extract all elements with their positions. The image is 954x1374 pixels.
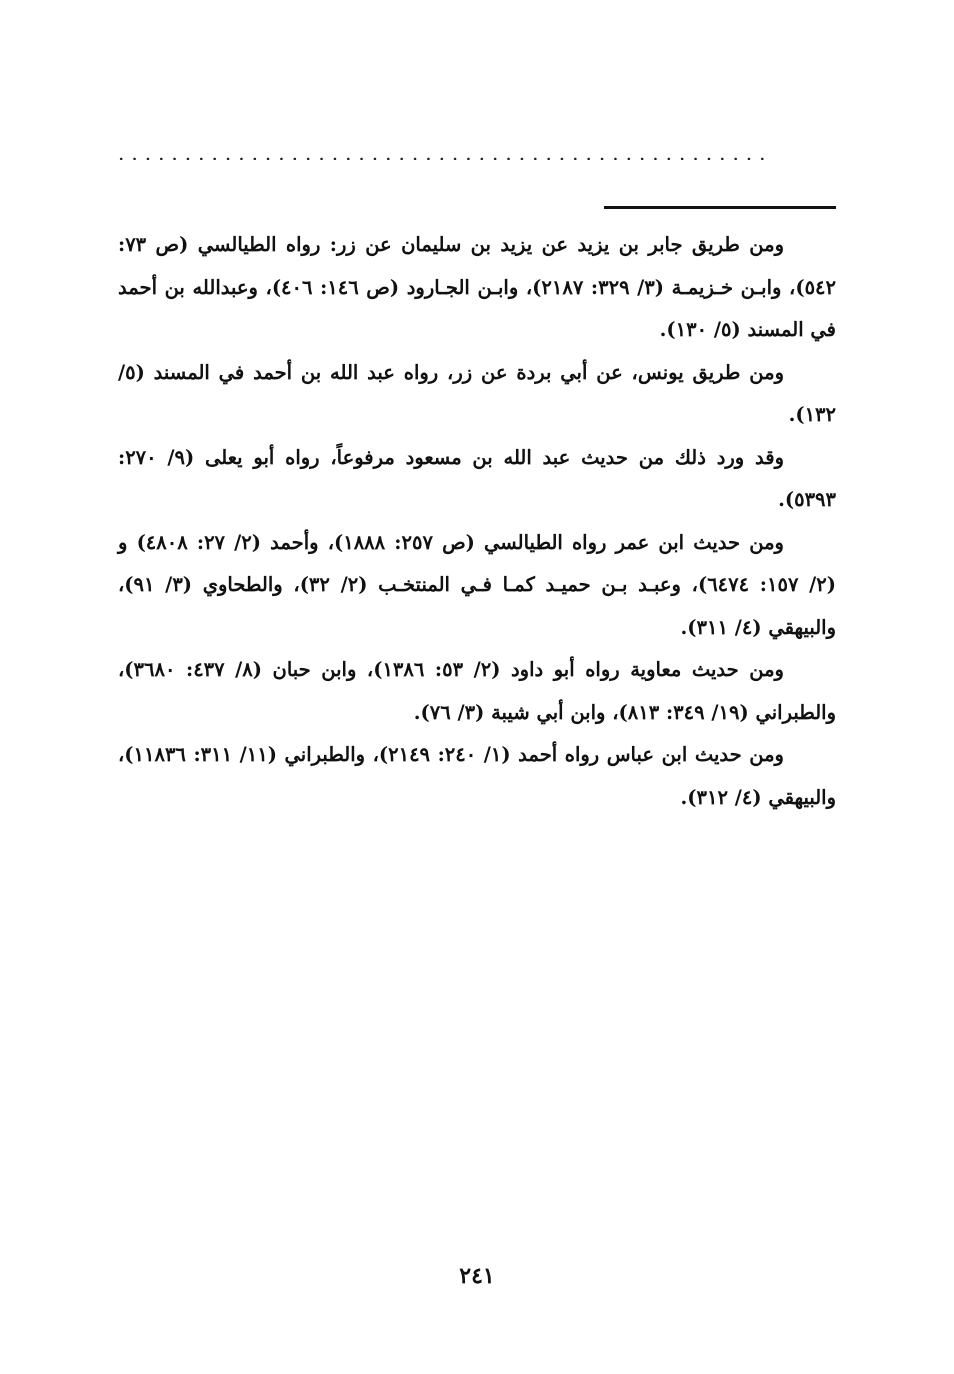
paragraph-ibn-masud-hadith: وقد ورد ذلك من حديث عبد الله بن مسعود مرفوعاً، رواه أبو يعلى (٩/ ٢٧٠: ٥٣٩٣). (118, 445, 836, 511)
paragraph-jabir-route: ومن طريق جابر بن يزيد عن يزيد بن سليمان عن زر: رواه الطيالسي (ص ٧٣: ٥٤٢)، وابـن خـزيمـة (٣/ ٣٢٩: ٢١٨٧)، وابـن الجـارود (ص ١٤٦: ٤٠٦)، وعبدالله بن أحمد في المسند (٥/ ١٣٠). (118, 233, 836, 341)
paragraph-yunus-route: ومن طريق يونس، عن أبي بردة عن زر، رواه عبد الله بن أحمد في المسند (٥/ ١٣٢). (118, 360, 836, 426)
footnote-rule (604, 206, 836, 209)
dotted-separator: ................................................. (118, 146, 773, 160)
paragraph-ibn-umar-hadith: ومن حديث ابن عمر رواه الطيالسي (ص ٢٥٧: ١٨٨٨)، وأحمد (٢/ ٢٧: ٤٨٠٨) و (٢/ ١٥٧: ٦٤٧٤)، وعبـد بـن حميـد كمـا فـي المنتخـب (٢/ ٣٢)، والطحاوي (٣/ ٩١)، والبيهقي (٤/ ٣١١). (118, 530, 836, 639)
paragraph-ibn-abbas-hadith: ومن حديث ابن عباس رواه أحمد (١/ ٢٤٠: ٢١٤٩)، والطبراني (١١/ ٣١١: ١١٨٣٦)، والبيهقي (٤/ ٣١٢). (118, 743, 836, 809)
paragraph-muawiya-hadith: ومن حديث معاوية رواه أبو داود (٢/ ٥٣: ١٣٨٦)، وابن حبان (٨/ ٤٣٧: ٣٦٨٠)، والطبراني (١٩/ ٣٤٩: ٨١٣)، وابن أبي شيبة (٣/ ٧٦). (118, 658, 836, 724)
page-number: ٢٤١ (459, 1263, 495, 1289)
footnote-text-block (118, 224, 836, 819)
